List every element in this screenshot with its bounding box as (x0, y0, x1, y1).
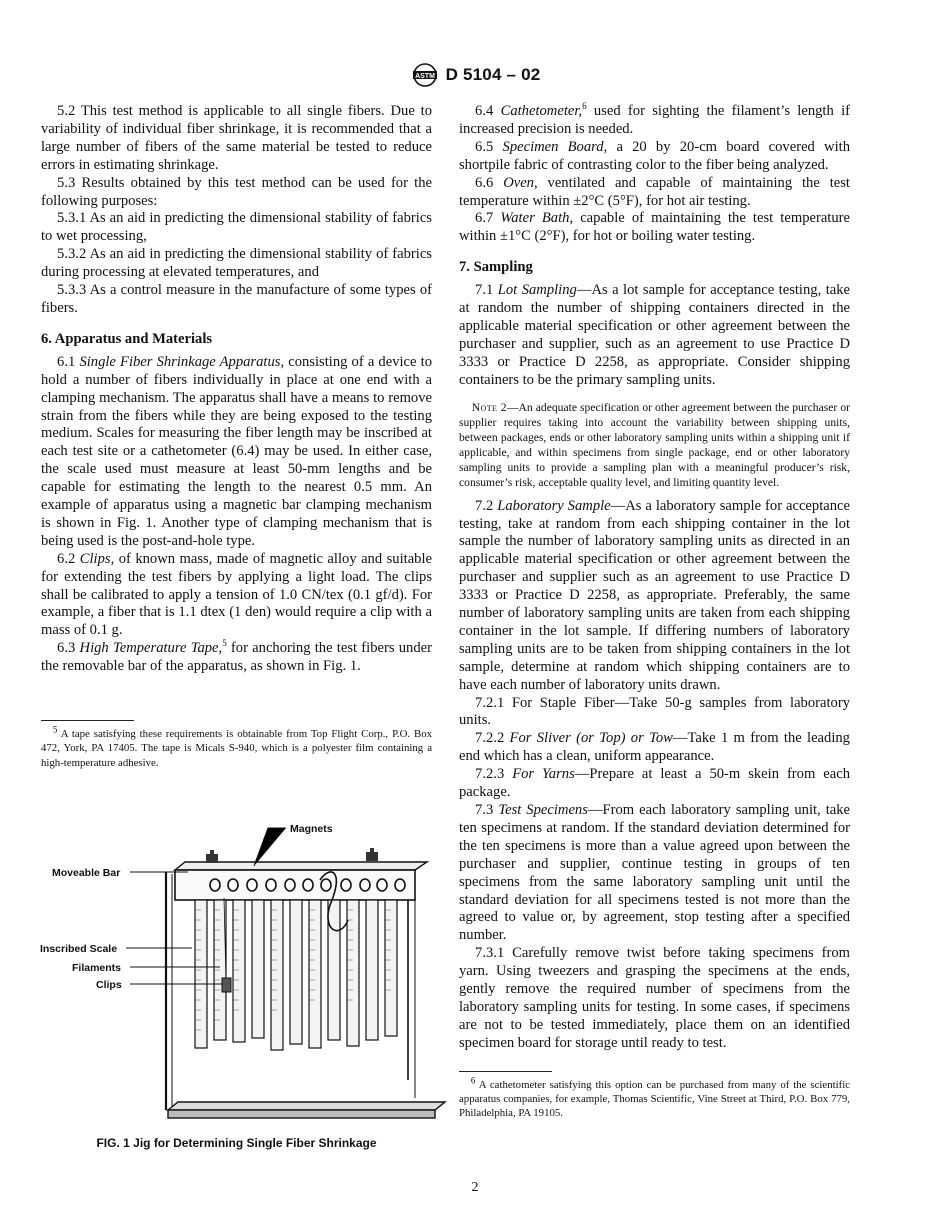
paragraph-6-7: 6.7 Water Bath, capable of maintaining the test temperature within ±1°C (2°F), for hot or boiling water testing. (459, 210, 850, 245)
paragraph-7-3: 7.3 Test Specimens—From each laboratory sampling unit, take ten specimens at random. If the standard deviation determined for the ten specimens is more than a value agreed upon between the purchaser and supplier, continue testing in groups of ten specimens from the same laboratory sampling unit until the standard deviation for all specimens tested is not more than the agreed to value or, by agreement, stop testing after a specified number. (459, 802, 851, 944)
astm-logo-icon (410, 62, 440, 88)
footnote-rule (41, 720, 134, 721)
label-filaments: Filaments (72, 962, 122, 974)
paragraph-5-2: 5.2 This test method is applicable to all single fibers. Due to variability of individual fiber shrinkage, it is recommended that a large number of fibers of the same material be tested to reduce errors in estimating shrinkage. (41, 103, 432, 173)
right-column (459, 103, 850, 1121)
paragraph-7-2-3: 7.2.3 For Yarns—Prepare at least a 50-m skein from each package. (459, 766, 850, 801)
paragraph-7-2-1: 7.2.1 For Staple Fiber—Take 50-g samples from laboratory units. (459, 694, 850, 729)
paragraph-5-3-3: 5.3.3 As a control measure in the manufacture of some types of fibers. (41, 282, 432, 316)
left-column (41, 103, 432, 770)
paragraph-7-3-1: 7.3.1 Carefully remove twist before taking specimens from yarn. Using tweezers and grasping the specimens at the ends, gently remove the required number of specimens from the laboratory sampling units for testing. In some cases, if specimens are not to be tested immediately, place them on an identified specimen board for storage until ready to test. (459, 945, 850, 1051)
footnote-5: $^5$ A tape satisfying these requirements is obtainable from Top Flight Corp., P.O. Box 472, York, PA 17405. The tape is Micals S-940, which is a polyester film containing a high-temperature adhesive. (41, 724, 432, 769)
section-6-heading: 6. Apparatus and Materials (41, 330, 213, 347)
paragraph-7-1: 7.1 Lot Sampling—As a lot sample for acceptance testing, take at random the number of shipping containers directed in the applicable material specification or other agreement between the purchaser and supplier, such as an agreement to use Practice D 3333 or Practice D 2258, as appropriate. Consider shipping containers to be the primary sampling units. (459, 282, 851, 388)
footnote-rule (459, 1071, 552, 1072)
paragraph-6-2: 6.2 Clips, of known mass, made of magnetic alloy and suitable for extending the test fibers by applying a light load. The clips shall be calibrated to apply a tension of 1.0 CN/tex (0.1 gf/d). For example, a fiber that is 1.1 dtex (1 den) would require a clip with a mass of 0.1 g. (41, 550, 432, 639)
paragraph-6-4: 6.4 Cathetometer,$^6$ used for sighting the filament’s length if increased precision is needed. (459, 101, 850, 137)
paragraph-6-5: 6.5 Specimen Board, a 20 by 20-cm board covered with shortpile fabric of contrasting color to the fiber being analyzed. (459, 138, 850, 173)
label-inscribed-scale: Inscribed Scale (40, 943, 118, 955)
page-number: 2 (471, 1180, 479, 1195)
paragraph-5-3: 5.3 Results obtained by this test method can be used for the following purposes: (41, 174, 432, 209)
paragraph-6-1: 6.1 Single Fiber Shrinkage Apparatus, consisting of a device to hold a number of fibers individually in place at one end with a clamping mechanism. The apparatus shall have a means to remove strain from the fibers while they are being exposed to the testing medium. Scales for measuring the fiber length may be inscribed at each test site or a cathetometer (6.4) may be used. In either case, the scale used must measure at least 50-mm lengths and be capable for estimating the length to the nearest 0.5 mm. An example of apparatus using a magnetic bar clamping mechanism is shown in Fig. 1. Another type of clamping mechanism that is being used is the post-and-hole type. (41, 353, 432, 549)
paragraph-6-3: 6.3 High Temperature Tape,$^5$ for anchoring the test fibers under the removable bar of the apparatus, as shown in Fig. 1. (41, 638, 432, 675)
paragraph-7-2: 7.2 Laboratory Sample—As a laboratory sample for acceptance testing, take at random from each shipping container in the lot sample the number of laboratory sampling units as directed in an applicable material specification or other agreement between the purchaser and supplier such as an agreement to use Practice D 3333 or Practice D 2258, as appropriate. Preferably, the same number of laboratory sampling units are taken from each shipping container in the lot sample. If differing numbers of laboratory sampling units are to be taken from shipping containers in the lot sample, determine at random which shipping containers are to have each number of laboratory units drawn. (459, 497, 850, 693)
figure-1-caption: FIG. 1 Jig for Determining Single Fiber Shrinkage (96, 1136, 377, 1150)
page-header (0, 62, 950, 93)
label-magnets: Magnets (290, 823, 333, 835)
paragraph-6-6: 6.6 Oven, ventilated and capable of maintaining the test temperature within ±2°C (5°F), for hot air testing. (459, 174, 850, 209)
paragraph-5-3-1: 5.3.1 As an aid in predicting the dimensional stability of fabrics to wet processing, (41, 210, 432, 245)
section-7-heading: 7. Sampling (459, 259, 533, 276)
label-clips: Clips (96, 979, 122, 991)
figure-1-jig-illustration (30, 810, 450, 1130)
note-2: Note 2—An adequate specification or other agreement between the purchaser or supplier requires taking into account the variability between shipping units, between packages, ends or other laboratory sampling units within a shipping unit if applicable, and within specimens from single package, end or other laboratory sampling units to provide a sampling plan with a meaningful producer’s risk, consumer’s risk, acceptable quality level, and limiting quantity level. (459, 400, 850, 489)
footnote-6: $^6$ A cathetometer satisfying this option can be purchased from many of the scientific apparatus companies, for example, Thomas Scientific, Vine Street at Third, P.O. Box 779, Philadelphia, PA 19105. (459, 1075, 850, 1120)
paragraph-5-3-2: 5.3.2 As an aid in predicting the dimensional stability of fabrics during processing at elevated temperatures, and (41, 246, 432, 281)
paragraph-7-2-2: 7.2.2 For Sliver (or Top) or Tow—Take 1 m from the leading end which has a clean, uniform appearance. (459, 730, 850, 765)
label-moveable-bar: Moveable Bar (52, 867, 121, 879)
document-designation: D 5104 – 02 (445, 65, 541, 84)
svg-text:ASTM: ASTM (414, 72, 435, 80)
